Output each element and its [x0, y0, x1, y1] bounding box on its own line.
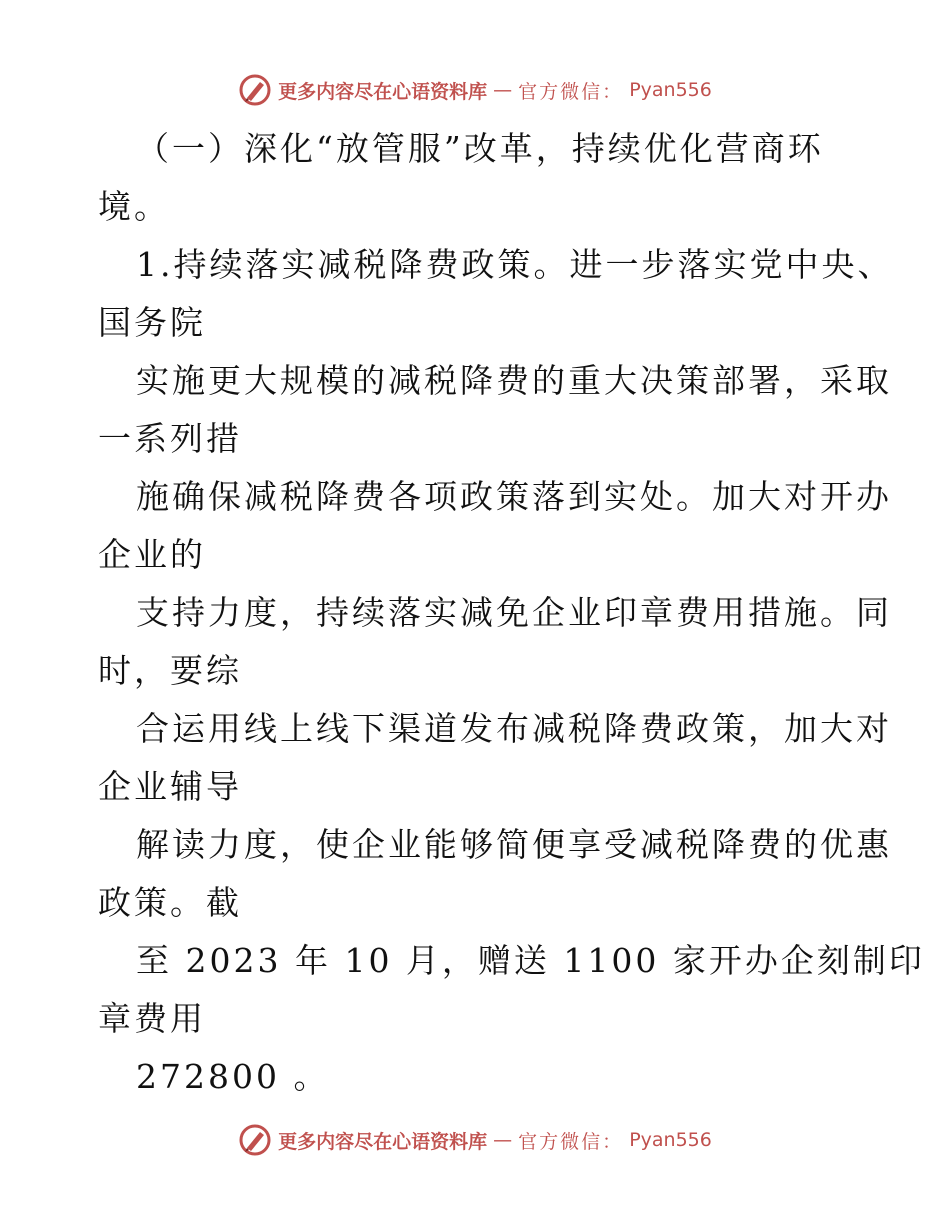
paragraph-line: 国务院	[98, 303, 206, 342]
footer-watermark	[0, 1120, 950, 1160]
paragraph-line: 政策。截	[98, 883, 242, 922]
watermark-brand: 更多内容尽在心语资料库	[278, 80, 488, 103]
paragraph-line: 272800 。	[136, 1057, 330, 1096]
paragraph-line: 支持力度，持续落实减免企业印章费用措施。同	[136, 593, 892, 632]
paragraph-line: 1.持续落实减税降费政策。进一步落实党中央、	[136, 245, 894, 284]
paragraph-line: （一）深化“放管服”改革，持续优化营商环	[136, 129, 824, 168]
watermark-brand: 更多内容尽在心语资料库	[278, 1130, 488, 1153]
paragraph-line: 实施更大规模的减税降费的重大决策部署，采取	[136, 361, 892, 400]
paragraph-line: 企业的	[98, 535, 206, 574]
pen-logo-icon	[238, 73, 272, 107]
paragraph-line: 境。	[98, 187, 170, 226]
paragraph-line: 至 2023 年 10 月，赠送 1100 家开办企刻制印	[136, 941, 925, 980]
watermark-label: 官方微信：	[518, 1130, 624, 1153]
paragraph-line: 时，要综	[98, 651, 242, 690]
paragraph-line: 章费用	[98, 999, 206, 1038]
paragraph-line: 合运用线上线下渠道发布减税降费政策，加大对	[136, 709, 892, 748]
watermark-label: 官方微信：	[518, 80, 624, 103]
watermark-separator: —	[493, 79, 513, 101]
watermark-separator: —	[493, 1129, 513, 1151]
paragraph-line: 解读力度，使企业能够简便享受减税降费的优惠	[136, 825, 892, 864]
watermark-wechat-id: Pyan556	[629, 79, 712, 101]
pen-logo-icon	[238, 1123, 272, 1157]
header-watermark	[0, 70, 950, 110]
paragraph-line: 一系列措	[98, 419, 242, 458]
paragraph-line: 企业辅导	[98, 767, 242, 806]
watermark-wechat-id: Pyan556	[629, 1129, 712, 1151]
paragraph-line: 施确保减税降费各项政策落到实处。加大对开办	[136, 477, 892, 516]
document-body	[98, 120, 925, 1106]
